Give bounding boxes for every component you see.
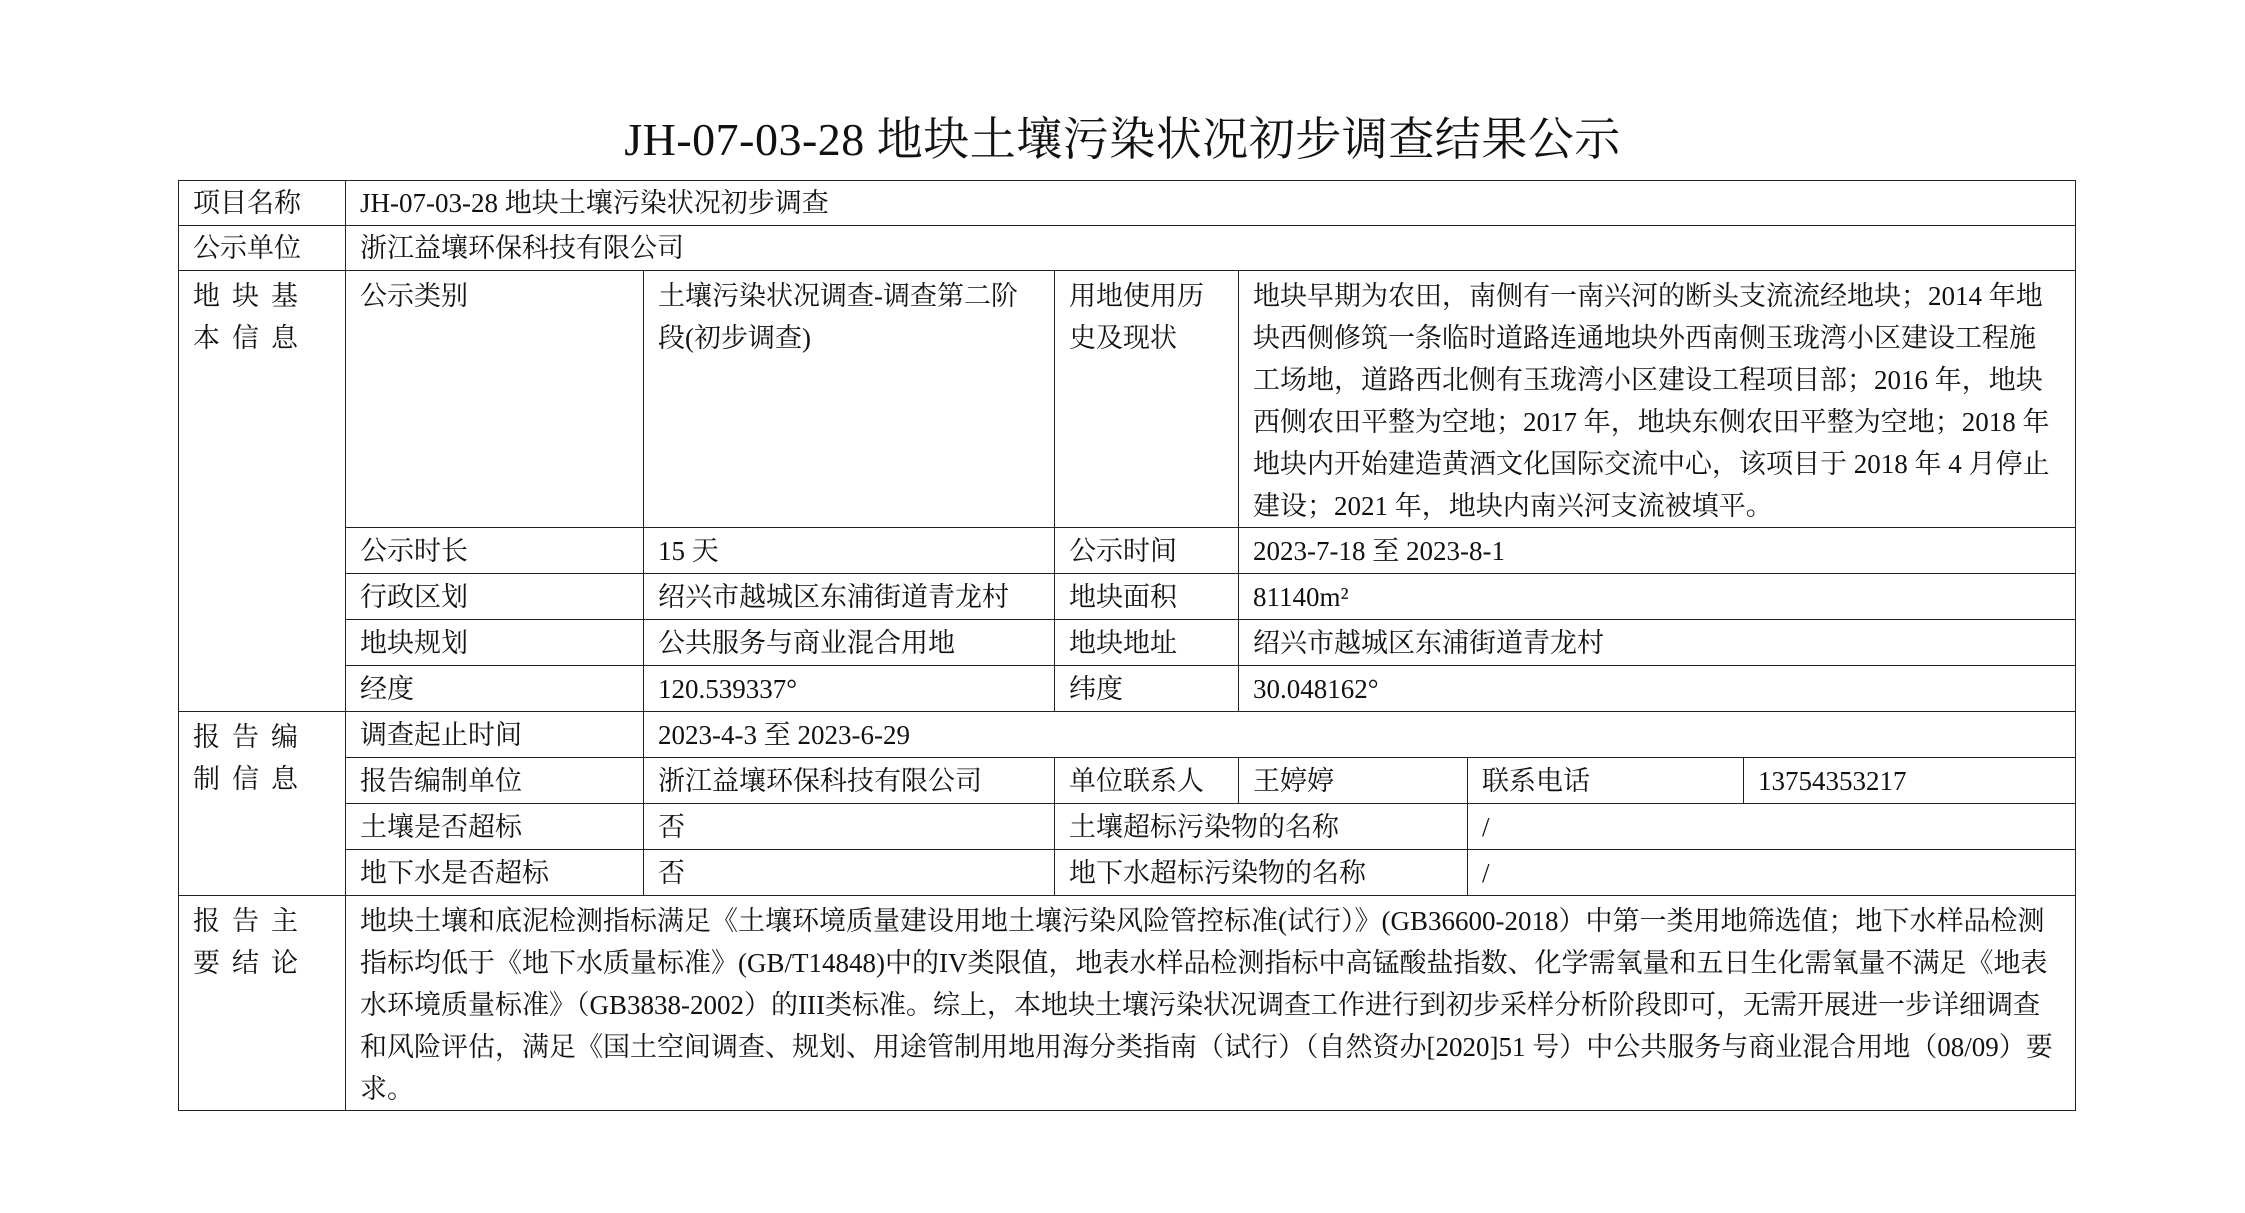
longitude-value: 120.539337° bbox=[644, 666, 1055, 712]
row-coordinates bbox=[179, 666, 2076, 712]
latitude-value: 30.048162° bbox=[1239, 666, 2076, 712]
row-district bbox=[179, 574, 2076, 620]
row-soil-exceed bbox=[179, 804, 2076, 850]
groundwater-exceed-value: 否 bbox=[644, 850, 1055, 896]
survey-period-label: 调查起止时间 bbox=[346, 712, 644, 758]
row-conclusion bbox=[179, 896, 2076, 1111]
row-compiler bbox=[179, 758, 2076, 804]
project-name-value: JH-07-03-28 地块土壤污染状况初步调查 bbox=[346, 181, 2076, 226]
groundwater-pollutant-label: 地下水超标污染物的名称 bbox=[1055, 850, 1468, 896]
district-value: 绍兴市越城区东浦街道青龙村 bbox=[644, 574, 1055, 620]
row-category-history bbox=[179, 271, 2076, 528]
soil-exceed-value: 否 bbox=[644, 804, 1055, 850]
conclusion-text: 地块土壤和底泥检测指标满足《土壤环境质量建设用地土壤污染风险管控标准(试行）》(GB36600-2018）中第一类用地筛选值；地下水样品检测指标均低于《地下水质量标准》(GB/T14848)中的IV类限值，地表水样品检测指标中高锰酸盐指数、化学需氧量和五日生化需氧量不满足《地表水环境质量标准》（GB3838-2002）的III类标准。综上，本地块土壤污染状况调查工作进行到初步采样分析阶段即可，无需开展进一步详细调查和风险评估，满足《国土空间调查、规划、用途管制用地用海分类指南（试行）（自然资办[2020]51 号）中公共服务与商业混合用地（08/09）要求。 bbox=[346, 896, 2076, 1111]
period-label: 公示时间 bbox=[1055, 528, 1239, 574]
soil-pollutant-value: / bbox=[1468, 804, 2076, 850]
address-value: 绍兴市越城区东浦街道青龙村 bbox=[1239, 620, 2076, 666]
phone-label: 联系电话 bbox=[1468, 758, 1744, 804]
basic-info-section-label: 地块基本信息 bbox=[179, 271, 346, 712]
row-project-name bbox=[179, 181, 2076, 226]
groundwater-exceed-label: 地下水是否超标 bbox=[346, 850, 644, 896]
row-publisher bbox=[179, 226, 2076, 271]
project-name-label: 项目名称 bbox=[179, 181, 346, 226]
duration-value: 15 天 bbox=[644, 528, 1055, 574]
area-label: 地块面积 bbox=[1055, 574, 1239, 620]
row-planning bbox=[179, 620, 2076, 666]
report-info-section-label: 报告编制信息 bbox=[179, 712, 346, 896]
area-value: 81140m² bbox=[1239, 574, 2076, 620]
latitude-label: 纬度 bbox=[1055, 666, 1239, 712]
row-survey-period bbox=[179, 712, 2076, 758]
contact-label: 单位联系人 bbox=[1055, 758, 1239, 804]
survey-period-value: 2023-4-3 至 2023-6-29 bbox=[644, 712, 2076, 758]
row-duration bbox=[179, 528, 2076, 574]
longitude-label: 经度 bbox=[346, 666, 644, 712]
compiler-label: 报告编制单位 bbox=[346, 758, 644, 804]
history-label: 用地使用历史及现状 bbox=[1055, 271, 1239, 528]
groundwater-pollutant-value: / bbox=[1468, 850, 2076, 896]
publisher-value: 浙江益壤环保科技有限公司 bbox=[346, 226, 2076, 271]
notice-table bbox=[178, 180, 2076, 1111]
phone-value: 13754353217 bbox=[1744, 758, 2076, 804]
planning-label: 地块规划 bbox=[346, 620, 644, 666]
conclusion-section-label: 报告主要结论 bbox=[179, 896, 346, 1111]
page-title: JH-07-03-28 地块土壤污染状况初步调查结果公示 bbox=[624, 114, 1621, 165]
contact-value: 王婷婷 bbox=[1239, 758, 1468, 804]
planning-value: 公共服务与商业混合用地 bbox=[644, 620, 1055, 666]
address-label: 地块地址 bbox=[1055, 620, 1239, 666]
compiler-value: 浙江益壤环保科技有限公司 bbox=[644, 758, 1055, 804]
publisher-label: 公示单位 bbox=[179, 226, 346, 271]
soil-pollutant-label: 土壤超标污染物的名称 bbox=[1055, 804, 1468, 850]
district-label: 行政区划 bbox=[346, 574, 644, 620]
history-value: 地块早期为农田，南侧有一南兴河的断头支流流经地块；2014 年地块西侧修筑一条临时道路连通地块外西南侧玉珑湾小区建设工程施工场地，道路西北侧有玉珑湾小区建设工程项目部；2016 年，地块西侧农田平整为空地；2017 年，地块东侧农田平整为空地；2018 年地块内开始建造黄酒文化国际交流中心，该项目于 2018 年 4 月停止建设；2021 年，地块内南兴河支流被填平。 bbox=[1239, 271, 2076, 528]
soil-exceed-label: 土壤是否超标 bbox=[346, 804, 644, 850]
category-label: 公示类别 bbox=[346, 271, 644, 528]
category-value: 土壤污染状况调查-调查第二阶段(初步调查) bbox=[644, 271, 1055, 528]
row-groundwater-exceed bbox=[179, 850, 2076, 896]
period-value: 2023-7-18 至 2023-8-1 bbox=[1239, 528, 2076, 574]
duration-label: 公示时长 bbox=[346, 528, 644, 574]
